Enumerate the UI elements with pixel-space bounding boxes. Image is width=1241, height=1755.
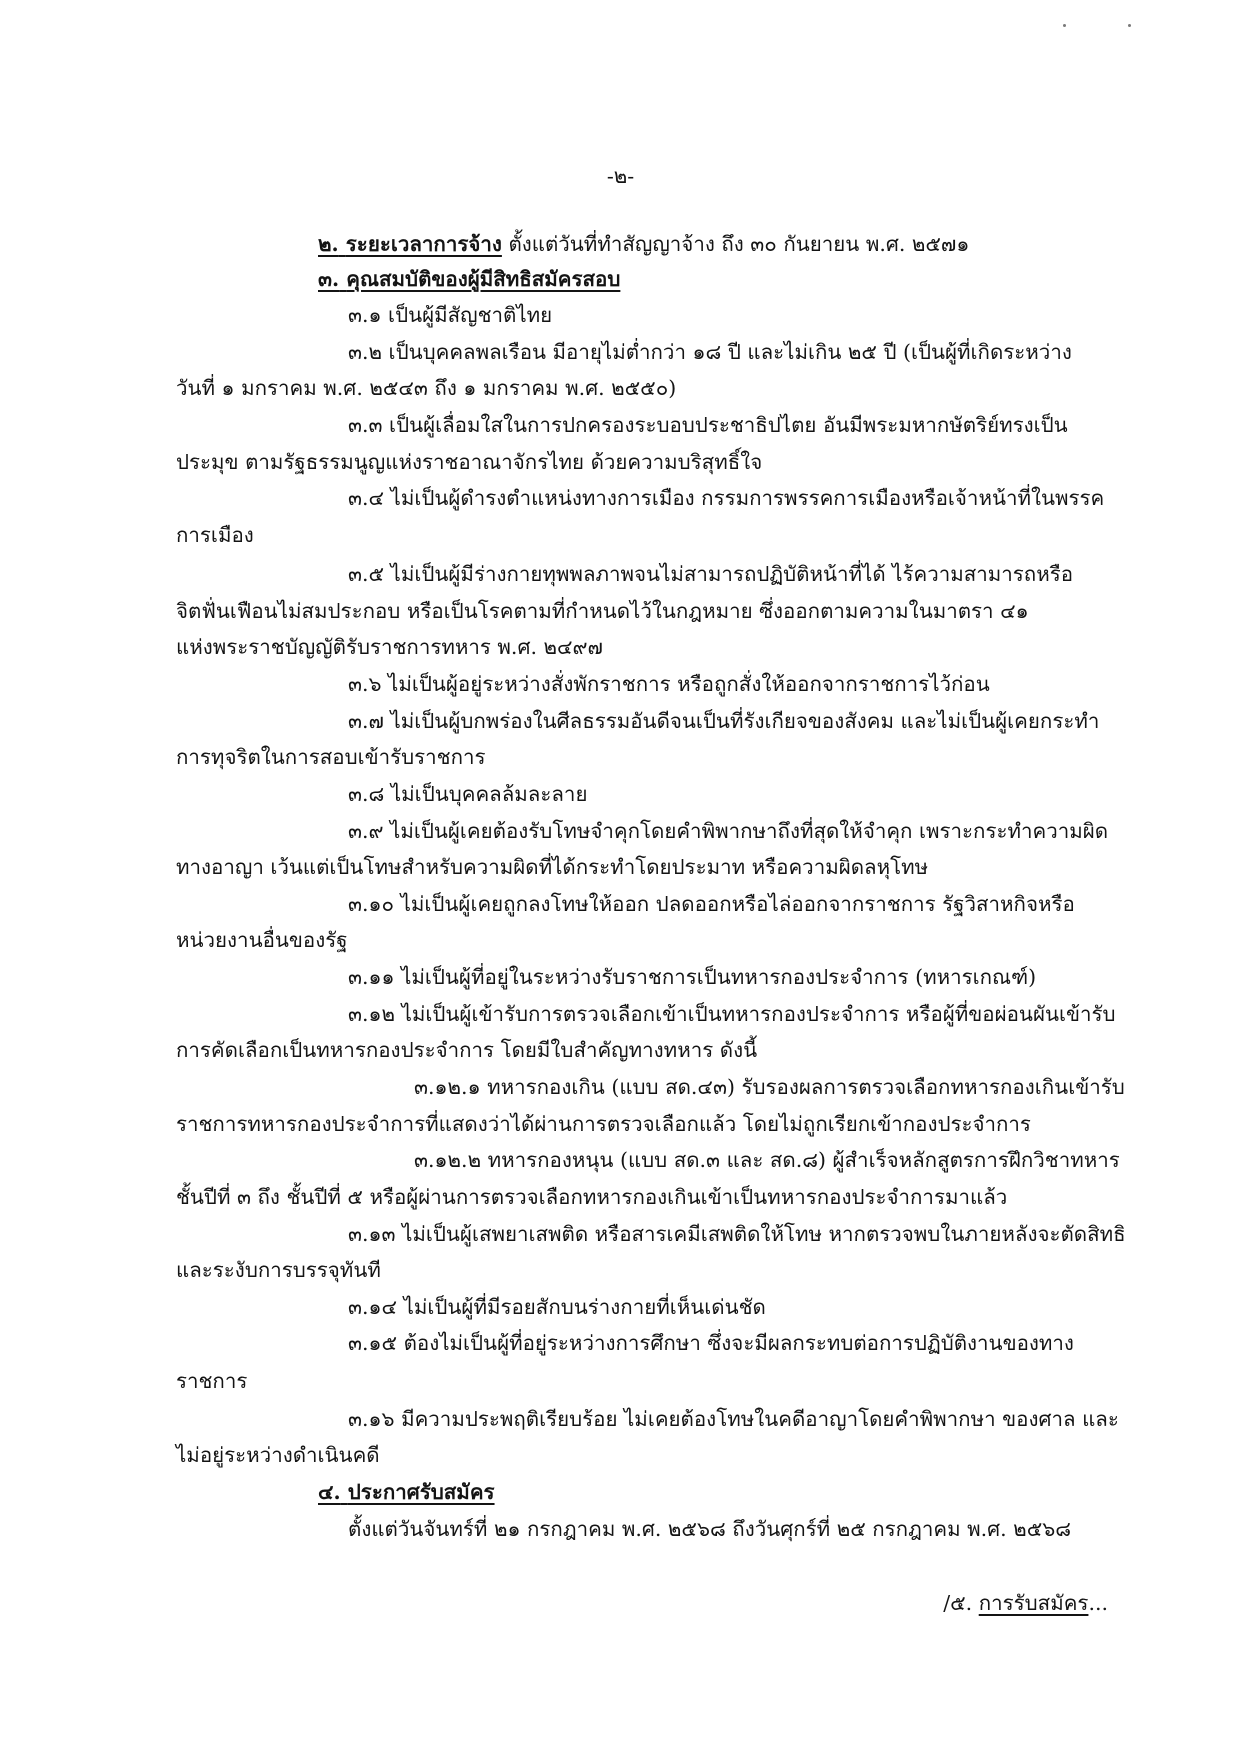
section-4-text: ตั้งแต่วันจันทร์ที่ ๒๑ กรกฎาคม พ.ศ. ๒๕๖๘ ถึงวันศุกร์ที่ ๒๕ กรกฎาคม พ.ศ. ๒๕๖๘ <box>348 1517 1072 1541</box>
scan-speck <box>1128 24 1131 27</box>
qualification-line: ทางอาญา เว้นแต่เป็นโทษสำหรับความผิดที่ได้กระทำโดยประมาท หรือความผิดลหุโทษ <box>176 855 929 879</box>
qualification-line: ราชการทหารกองประจำการที่แสดงว่าได้ผ่านการตรวจเลือกแล้ว โดยไม่ถูกเรียกเข้ากองประจำการ <box>176 1112 1031 1136</box>
qualification-line: ๓.๑ เป็นผู้มีสัญชาติไทย <box>348 303 553 327</box>
qualification-line: ๓.๑๒.๑ ทหารกองเกิน (แบบ สด.๔๓) รับรองผลการตรวจเลือกทหารกองเกินเข้ารับ <box>414 1075 1125 1099</box>
qualification-line: จิตฟั่นเฟือนไม่สมประกอบ หรือเป็นโรคตามที่กำหนดไว้ในกฎหมาย ซึ่งออกตามความในมาตรา ๔๑ <box>176 599 1029 623</box>
continuation-marker: /๕. การรับสมัคร... <box>943 1591 1108 1615</box>
qualification-line: การเมือง <box>176 523 254 547</box>
qualification-line: ๓.๑๑ ไม่เป็นผู้ที่อยู่ในระหว่างรับราชการเป็นทหารกองประจำการ (ทหารเกณฑ์) <box>348 965 1037 989</box>
scan-speck <box>1063 24 1066 27</box>
qualification-line: การทุจริตในการสอบเข้ารับราชการ <box>176 745 486 769</box>
section-4-heading-line <box>318 1480 495 1506</box>
qualification-line: ๓.๑๒.๒ ทหารกองหนุน (แบบ สด.๓ และ สด.๘) ผู้สำเร็จหลักสูตรการฝึกวิชาทหาร <box>414 1148 1120 1172</box>
qualification-line: ชั้นปีที่ ๓ ถึง ชั้นปีที่ ๕ หรือผู้ผ่านการตรวจเลือกทหารกองเกินเข้าเป็นทหารกองประจำการมาแล้ว <box>176 1185 1008 1209</box>
qualification-line: ๓.๗ ไม่เป็นผู้บกพร่องในศีลธรรมอันดีจนเป็นที่รังเกียจของสังคม และไม่เป็นผู้เคยกระทำ <box>348 709 1100 733</box>
qualification-line: ๓.๑๐ ไม่เป็นผู้เคยถูกลงโทษให้ออก ปลดออกหรือไล่ออกจากราชการ รัฐวิสาหกิจหรือ <box>348 892 1075 916</box>
qualification-line: ๓.๓ เป็นผู้เลื่อมใสในการปกครองระบอบประชาธิปไตย อันมีพระมหากษัตริย์ทรงเป็น <box>348 413 1068 437</box>
qualification-line: ๓.๘ ไม่เป็นบุคคลล้มละลาย <box>348 782 588 806</box>
qualification-line: การคัดเลือกเป็นทหารกองประจำการ โดยมีใบสำคัญทางทหาร ดังนี้ <box>176 1038 758 1062</box>
section-4-heading: ๔. ประกาศรับสมัคร <box>318 1480 495 1504</box>
section-3-heading-line <box>318 267 620 293</box>
section-3-heading: ๓. คุณสมบัติของผู้มีสิทธิสมัครสอบ <box>318 267 621 291</box>
section-2-line <box>318 232 969 258</box>
qualification-line: วันที่ ๑ มกราคม พ.ศ. ๒๕๔๓ ถึง ๑ มกราคม พ.ศ. ๒๕๕๐) <box>176 376 677 400</box>
qualification-line: หน่วยงานอื่นของรัฐ <box>176 928 348 952</box>
qualification-line: ๓.๑๖ มีความประพฤติเรียบร้อย ไม่เคยต้องโทษในคดีอาญาโดยคำพิพากษา ของศาล และ <box>348 1407 1119 1431</box>
qualification-line: ๓.๙ ไม่เป็นผู้เคยต้องรับโทษจำคุกโดยคำพิพากษาถึงที่สุดให้จำคุก เพราะกระทำความผิด <box>348 819 1109 843</box>
qualification-line: และระงับการบรรจุทันที <box>176 1258 381 1282</box>
section-2-heading: ๒. ระยะเวลาการจ้าง <box>318 232 502 256</box>
qualification-line: ๓.๑๔ ไม่เป็นผู้ที่มีรอยสักบนร่างกายที่เห็นเด่นชัด <box>348 1295 766 1319</box>
qualification-line: ๓.๒ เป็นบุคคลพลเรือน มีอายุไม่ต่ำกว่า ๑๘ ปี และไม่เกิน ๒๕ ปี (เป็นผู้ที่เกิดระหว่าง <box>348 340 1072 364</box>
qualification-line: ๓.๕ ไม่เป็นผู้มีร่างกายทุพพลภาพจนไม่สามารถปฏิบัติหน้าที่ได้ ไร้ความสามารถหรือ <box>348 562 1074 586</box>
qualification-line: ไม่อยู่ระหว่างดำเนินคดี <box>176 1443 380 1467</box>
qualification-line: ๓.๔ ไม่เป็นผู้ดำรงตำแหน่งทางการเมือง กรรมการพรรคการเมืองหรือเจ้าหน้าที่ในพรรค <box>348 486 1105 510</box>
qualification-line: ประมุข ตามรัฐธรรมนูญแห่งราชอาณาจักรไทย ด้วยความบริสุทธิ์ใจ <box>176 450 763 474</box>
qualification-line: ๓.๖ ไม่เป็นผู้อยู่ระหว่างสั่งพักราชการ หรือถูกสั่งให้ออกจากราชการไว้ก่อน <box>348 672 990 696</box>
qualification-line: แห่งพระราชบัญญัติรับราชการทหาร พ.ศ. ๒๔๙๗ <box>176 635 603 659</box>
continuation-heading: การรับสมัคร <box>978 1591 1089 1615</box>
qualification-line: ๓.๑๒ ไม่เป็นผู้เข้ารับการตรวจเลือกเข้าเป็นทหารกองประจำการ หรือผู้ที่ขอผ่อนผันเข้ารับ <box>348 1002 1116 1026</box>
qualification-line: ราชการ <box>176 1369 248 1393</box>
qualification-line: ๓.๑๓ ไม่เป็นผู้เสพยาเสพติด หรือสารเคมีเสพติดให้โทษ หากตรวจพบในภายหลังจะตัดสิทธิ <box>348 1222 1126 1246</box>
section-2-text: ตั้งแต่วันที่ทำสัญญาจ้าง ถึง ๓๐ กันยายน พ.ศ. ๒๕๗๑ <box>508 232 970 256</box>
page-number: -๒- <box>606 164 635 188</box>
qualification-line: ๓.๑๕ ต้องไม่เป็นผู้ที่อยู่ระหว่างการศึกษา ซึ่งจะมีผลกระทบต่อการปฏิบัติงานของทาง <box>348 1331 1074 1355</box>
